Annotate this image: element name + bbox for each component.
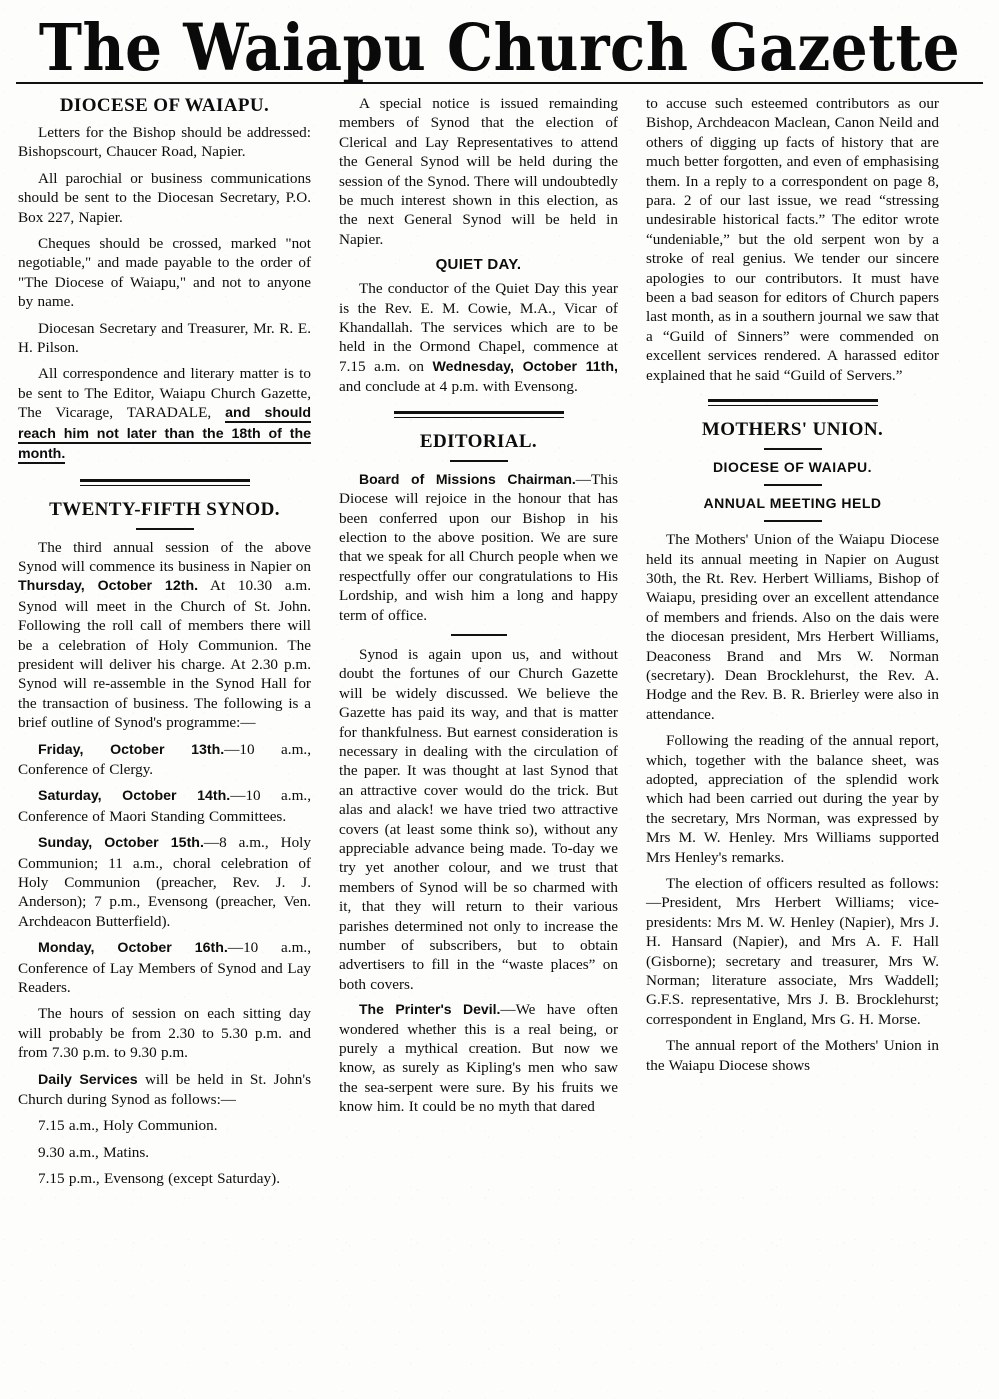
- divider-above-synod: [80, 479, 250, 486]
- quiet-day-text-b: and conclude at 4 p.m. with Evensong.: [339, 378, 578, 396]
- programme-detail: —8 a.m., Holy Communion; 11 a.m., choral celebration of Holy Communion (preacher, Rev. J. J. Anderson); 7 p.m., Evensong (preacher, Ven. Archdeacon Butterfield).: [18, 834, 311, 930]
- heading-editorial: EDITORIAL.: [419, 430, 538, 452]
- synod-intro-a: The third annual session of the above Synod will commence its business in Napier on: [18, 538, 311, 575]
- paragraph-special-notice: A special notice is issued remainding members of Synod that the election of Clerical and Lay Representatives to attend the General Synod will be held during the session of the Synod. There will undoubtedly be much interest shown in this election, as the next General Synod will be held in Napier.: [339, 95, 618, 248]
- heading-twenty-fifth-synod: TWENTY-FIFTH SYNOD.: [49, 498, 280, 520]
- board-of-missions-label: Board of Missions Chairman.: [359, 470, 576, 487]
- daily-services-label: Daily Services: [38, 1071, 138, 1088]
- editor-notice-plain: All correspondence and literary matter is to be sent to The Editor, Waiapu Church Gazette, The Vicarage, TARADALE,: [18, 365, 311, 422]
- paragraph-session-hours: The hours of session on each sitting day will probably be from 2.30 to 5.30 p.m. and from 7.30 p.m. to 9.30 p.m.: [18, 1005, 311, 1062]
- divider-under-mothers-union-heading: [764, 448, 822, 450]
- paragraph-daily-services: [18, 1070, 311, 1110]
- programme-item: [18, 786, 311, 826]
- divider-above-mothers-union: [708, 399, 878, 406]
- programme-day: Friday, October 13th.: [38, 741, 225, 758]
- programme-item: [18, 938, 311, 997]
- service-time-item: 7.15 a.m., Holy Communion.: [38, 1117, 218, 1135]
- masthead: [0, 0, 999, 86]
- programme-item: [18, 740, 311, 780]
- paragraph-editor-notice: [18, 364, 311, 464]
- paragraph-parochial-communications: All parochial or business communications should be sent to the Diocesan Secretary, P.O. Box 227, Napier.: [18, 169, 311, 226]
- printers-devil-text: —We have often wondered whether this is a real being, or purely a mythical creation. But now we know, as surely as Kipling's men who saw the sea-serpent were sure. By his fruits we know him. It could be no myth that dared: [339, 1001, 618, 1116]
- paragraph-printers-devil: [339, 1000, 618, 1116]
- paragraph-cheques: Cheques should be crossed, marked "not negotiable," and made payable to the order of "The Diocese of Waiapu," and not to anyone by name.: [18, 235, 311, 311]
- article-columns: [0, 84, 999, 1394]
- programme-detail: —10 a.m., Conference of Maori Standing Committees.: [18, 787, 311, 825]
- programme-day: Saturday, October 14th.: [38, 788, 231, 805]
- editor-notice-deadline: and should reach him not later than the 18th of the month.: [18, 405, 311, 463]
- divider-under-editorial-heading: [450, 460, 508, 462]
- paragraph-mu-officers: The election of officers resulted as follows:—President, Mrs Herbert Williams; vice-presidents: Mrs M. W. Henley (Napier), Mrs J. H. Hansard (Napier), and Mrs A. F. Hall (Gisborne); secretary and treasurer, Mrs W. Norman; literature associate, Mrs Waddell; G.F.S. representative, Mrs J. B. Brocklehurst; correspondent in England, Mrs G. H. Morse.: [646, 875, 939, 1028]
- paragraph-mu-annual-report: The annual report of the Mothers' Union in the Waiapu Diocese shows: [646, 1037, 939, 1074]
- programme-detail: —10 a.m., Conference of Lay Members of Synod and Lay Readers.: [18, 939, 311, 997]
- paragraph-letters-bishop: Letters for the Bishop should be addressed: Bishopscourt, Chaucer Road, Napier.: [18, 124, 311, 161]
- programme-day: Monday, October 16th.: [38, 940, 228, 957]
- synod-intro-rest: At 10.30 a.m. Synod will meet in the Church of St. John. Following the roll call of members there will be a celebration of Holy Communion. The president will deliver his charge. At 2.30 p.m. Synod will re-assemble in the Synod Hall for the transaction of business. The following is a brief outline of Synod's programme:—: [18, 577, 311, 732]
- divider-under-synod-heading: [136, 528, 194, 530]
- programme-day: Sunday, October 15th.: [38, 835, 204, 852]
- quiet-day-text-a: The conductor of the Quiet Day this year is the Rev. E. M. Cowie, M.A., Vicar of Khandallah. The services which are to be held in the Ormond Chapel, commence at 7.15 a.m. on: [339, 280, 618, 375]
- paragraph-mu-meeting: The Mothers' Union of the Waiapu Diocese held its annual meeting in Napier on August 30th, the Rt. Rev. Herbert Williams, Bishop of Waiapu, presiding over an excellent attendance of members and friends. Also on the dais were the diocesan president, Mrs Herbert Williams, Deaconess Brand and Mrs W. Norman (secretary). Dean Brocklehurst, the Rev. A. Hodge and the Rev. B. R. Brierley were also in attendance.: [646, 531, 939, 723]
- paragraph-synod-gazette: Synod is again upon us, and without doubt the fortunes of our Church Gazette will be widely discussed. We believe the Gazette has paid its way, and that is matter for thankfulness. But earnest consideration is necessary in dealing with the circulation of the paper. It was thought at last Synod that an attractive cover would do the trick. But alas and alack! we have tried two attractive covers (at least some think so), without any appreciable advance being made. To-day we try yet another colour, and we trust that members of Synod will be so charmed with it, that they will return to their various parishes determined not only to increase the number of subscribers, but to obtain advertisers to fill in the “waste places” on both covers.: [339, 645, 618, 993]
- heading-quiet-day: QUIET DAY.: [435, 256, 522, 274]
- daily-services-detail: will be held in St. John's Church during Synod as follows:—: [18, 1070, 311, 1109]
- printers-devil-label: The Printer's Devil.: [359, 1001, 501, 1018]
- paragraph-synod-intro: [18, 538, 311, 733]
- column-1: [18, 94, 325, 1394]
- paragraph-board-of-missions: [339, 470, 618, 625]
- service-time-item: 9.30 a.m., Matins.: [38, 1143, 150, 1161]
- divider-under-diocese-subheading: [764, 484, 822, 486]
- board-of-missions-text: —This Diocese will rejoice in the honour that has been conferred upon our Bishop in his election to the above position. We are sure that we speak for all Church people when we respectfully offer our congratulations to His Lordship, and wish him a long and happy term of office.: [339, 470, 618, 624]
- paragraph-secretary-treasurer: Diocesan Secretary and Treasurer, Mr. R. E. H. Pilson.: [18, 319, 311, 357]
- programme-item: [18, 833, 311, 931]
- subheading-diocese-of-waiapu: DIOCESE OF WAIAPU.: [712, 459, 873, 476]
- heading-diocese-of-waiapu: DIOCESE OF WAIAPU.: [59, 95, 270, 116]
- service-time-item: 7.15 p.m., Evensong (except Saturday).: [38, 1170, 280, 1188]
- divider-above-editorial: [394, 411, 564, 418]
- quiet-day-date: Wednesday, October 11th,: [432, 358, 618, 375]
- column-2: [325, 94, 632, 1394]
- programme-detail: —10 a.m., Conference of Clergy.: [18, 740, 311, 778]
- paragraph-mu-report: Following the reading of the annual report, which, together with the balance sheet, was adopted, appreciation of the splendid work which had been carried out during the year by the secretary, Mrs Norman, was expressed by Mrs M. W. Henley. Mrs Williams supported Mrs Henley's remarks.: [646, 732, 939, 866]
- synod-date-thursday: Thursday, October 12th.: [18, 578, 199, 595]
- divider-under-annual-meeting-subheading: [764, 520, 822, 522]
- subheading-annual-meeting-held: ANNUAL MEETING HELD: [703, 495, 882, 512]
- heading-mothers-union: MOTHERS' UNION.: [701, 419, 884, 441]
- paragraph-quiet-day: [339, 279, 618, 396]
- paragraph-editorial-continued: to accuse such esteemed contributors as our Bishop, Archdeacon Maclean, Canon Neild and others of digging up facts of history that are much better forgotten, and even of emphasising them. In a reply to a correspondent on page 8, para. 2 of our last issue, we read “stressing undesirable historical facts.” The editor wrote “undeniable,” but the old serpent won by a stroke of real genius. We tender our sincere apologies to our contributors. It must have been a bad season for editors of Church papers last month, as in a southern journal we saw that a “Guild of Sinners” were commended on excellent services rendered. A harassed editor explained that he said “Guild of Servers.”: [646, 95, 939, 384]
- column-3: [632, 94, 939, 1394]
- page-title: The Waiapu Church Gazette: [38, 9, 961, 86]
- divider-editorial-break: [451, 634, 507, 636]
